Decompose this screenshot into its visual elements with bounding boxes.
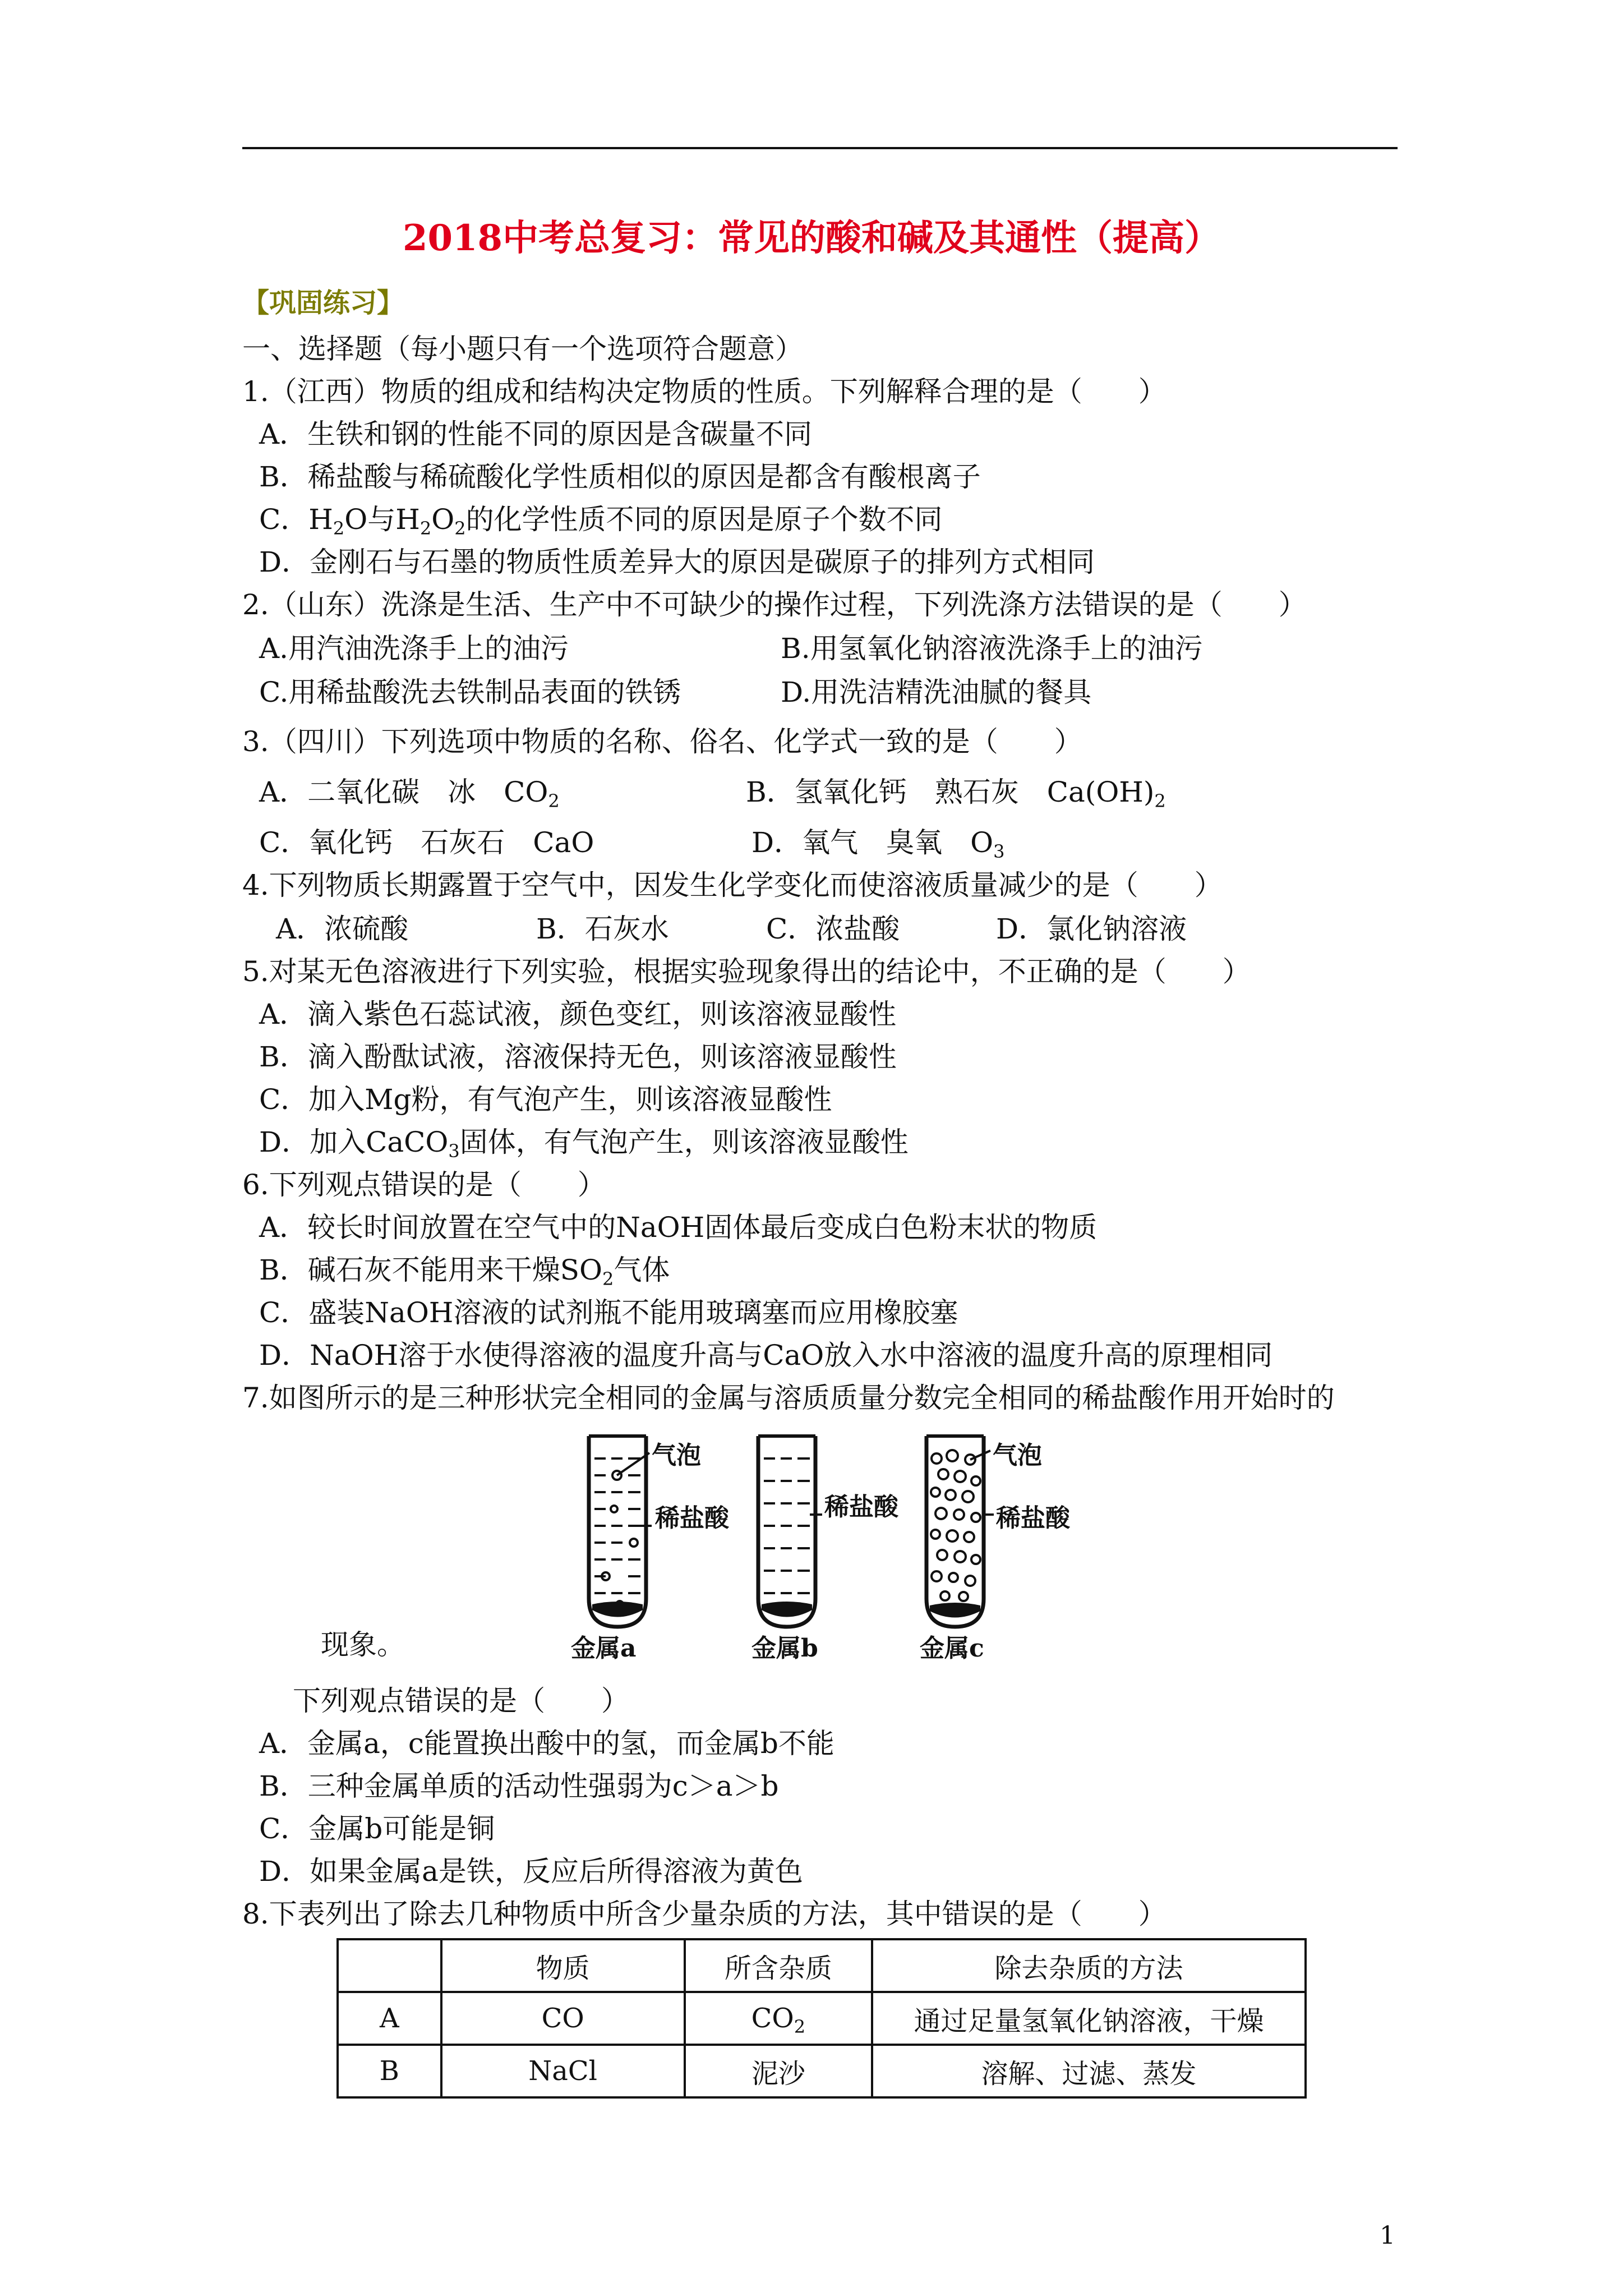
question-2-option-c: C.用稀盐酸洗去铁制品表面的铁锈 [259,676,681,708]
question-2-stem: 2.（山东）洗涤是生活、生产中不可缺少的操作过程，下列洗涤方法错误的是（ ） [242,588,1307,621]
question-5-option-d: D．加入CaCO$_3$固体，有气泡产生，则该溶液显酸性 [259,1126,909,1162]
question-6-stem: 6.下列观点错误的是（ ） [242,1168,606,1201]
question-3-option-c: C．氧化钙 石灰石 CaO [259,826,594,859]
question-7-stem-end: 现象。 [321,1628,405,1661]
table-cell-method: 通过足量氢氧化钠溶液，干燥 [872,1992,1306,2045]
bubble-label-c: 气泡 [993,1441,1042,1470]
question-8-stem: 8.下表列出了除去几种物质中所含少量杂质的方法，其中错误的是（ ） [242,1898,1166,1930]
acid-label-c: 稀盐酸 [996,1504,1070,1533]
impurity-table [336,1938,1307,2099]
header-rule [242,147,1398,149]
question-7-option-c: C．金属b可能是铜 [259,1812,495,1845]
table-row [338,1992,1306,2045]
question-7-option-a: A．金属a，c能置换出酸中的氢，而金属b不能 [259,1727,834,1760]
metal-label-b: 金属b [751,1634,818,1663]
question-1-option-d: D．金刚石与石墨的物质性质差异大的原因是碳原子的排列方式相同 [259,546,1095,578]
acid-label-a: 稀盐酸 [655,1504,729,1533]
question-2-option-a: A.用汽油洗涤手上的油污 [259,632,569,665]
section-heading: 【巩固练习】 [242,287,404,319]
bubble-label-a: 气泡 [652,1441,701,1470]
question-3-stem: 3.（四川）下列选项中物质的名称、俗名、化学式一致的是（ ） [242,725,1082,758]
question-7-option-d: D．如果金属a是铁，反应后所得溶液为黄色 [259,1855,803,1888]
table-header-cell: 物质 [441,1939,685,1992]
table-header-cell [338,1939,441,1992]
question-6-option-d: D．NaOH溶于水使得溶液的温度升高与CaO放入水中溶液的温度升高的原理相同 [259,1339,1273,1372]
table-cell-substance: CO [441,1992,685,2045]
table-header-cell: 所含杂质 [685,1939,872,1992]
question-7-option-b: B．三种金属单质的活动性强弱为c＞a＞b [259,1770,779,1802]
table-cell-label: A [338,1992,441,2045]
question-3-option-d: D．氧气 臭氧 $O_3$ [751,826,1005,862]
question-5-option-b: B．滴入酚酞试液，溶液保持无色，则该溶液显酸性 [259,1041,897,1073]
table-header-row [338,1939,1306,1992]
question-4-option-a: A．浓硫酸 [276,913,409,945]
table-cell-impurity: $CO_2$ [685,1992,872,2045]
table-row [338,2045,1306,2097]
question-4-option-c: C．浓盐酸 [766,913,900,945]
question-6-option-a: A．较长时间放置在空气中的NaOH固体最后变成白色粉末状的物质 [259,1211,1098,1244]
metal-label-c: 金属c [920,1634,984,1663]
metal-label-a: 金属a [571,1634,637,1663]
question-6-option-c: C．盛装NaOH溶液的试剂瓶不能用玻璃塞而应用橡胶塞 [259,1296,958,1329]
question-7-stem: 7.如图所示的是三种形状完全相同的金属与溶质质量分数完全相同的稀盐酸作用开始时的 [242,1382,1335,1414]
question-1-option-c: C．$H_2O$与$H_2O_2$的化学性质不同的原因是原子个数不同 [259,503,943,539]
test-tube-a [589,1436,652,1627]
table-cell-impurity: 泥沙 [685,2045,872,2097]
question-5-stem: 5.对某无色溶液进行下列实验，根据实验现象得出的结论中，不正确的是（ ） [242,955,1251,988]
page-number: 1 [1380,2221,1395,2250]
question-1-option-a: A．生铁和钢的性能不同的原因是含碳量不同 [259,418,813,450]
question-2-option-b: B.用氢氧化钠溶液洗涤手上的油污 [781,632,1203,665]
table-header-cell: 除去杂质的方法 [872,1939,1306,1992]
question-1-stem: 1.（江西）物质的组成和结构决定物质的性质。下列解释合理的是（ ） [242,375,1166,408]
question-2-option-d: D.用洗洁精洗油腻的餐具 [781,676,1092,708]
question-4-option-b: B．石灰水 [536,913,669,945]
test-tube-c [926,1436,994,1627]
test-tube-figure [505,1430,1133,1663]
question-6-option-b: B．碱石灰不能用来干燥$SO_2$气体 [259,1254,670,1290]
acid-label-b: 稀盐酸 [824,1493,898,1521]
question-5-option-c: C．加入Mg粉，有气泡产生，则该溶液显酸性 [259,1083,832,1116]
table-cell-method: 溶解、过滤、蒸发 [872,2045,1306,2097]
test-tube-b [758,1436,822,1627]
question-3-option-a: A．二氧化碳 冰 $CO_2$ [259,776,560,812]
question-7-sub-stem: 下列观点错误的是（ ） [293,1685,629,1717]
table-cell-substance: NaCl [441,2045,685,2097]
question-3-option-b: B．氢氧化钙 熟石灰 $Ca(OH)_2$ [746,776,1166,812]
question-4-stem: 4.下列物质长期露置于空气中，因发生化学变化而使溶液质量减少的是（ ） [242,869,1223,901]
page-title: 2018中考总复习：常见的酸和碱及其通性（提高） [402,217,1221,259]
part-heading: 一、选择题（每小题只有一个选项符合题意） [242,333,803,365]
question-5-option-a: A．滴入紫色石蕊试液，颜色变红，则该溶液显酸性 [259,998,897,1030]
table-cell-label: B [338,2045,441,2097]
question-4-option-d: D．氯化钠溶液 [996,913,1187,945]
question-1-option-b: B．稀盐酸与稀硫酸化学性质相似的原因是都含有酸根离子 [259,461,981,493]
